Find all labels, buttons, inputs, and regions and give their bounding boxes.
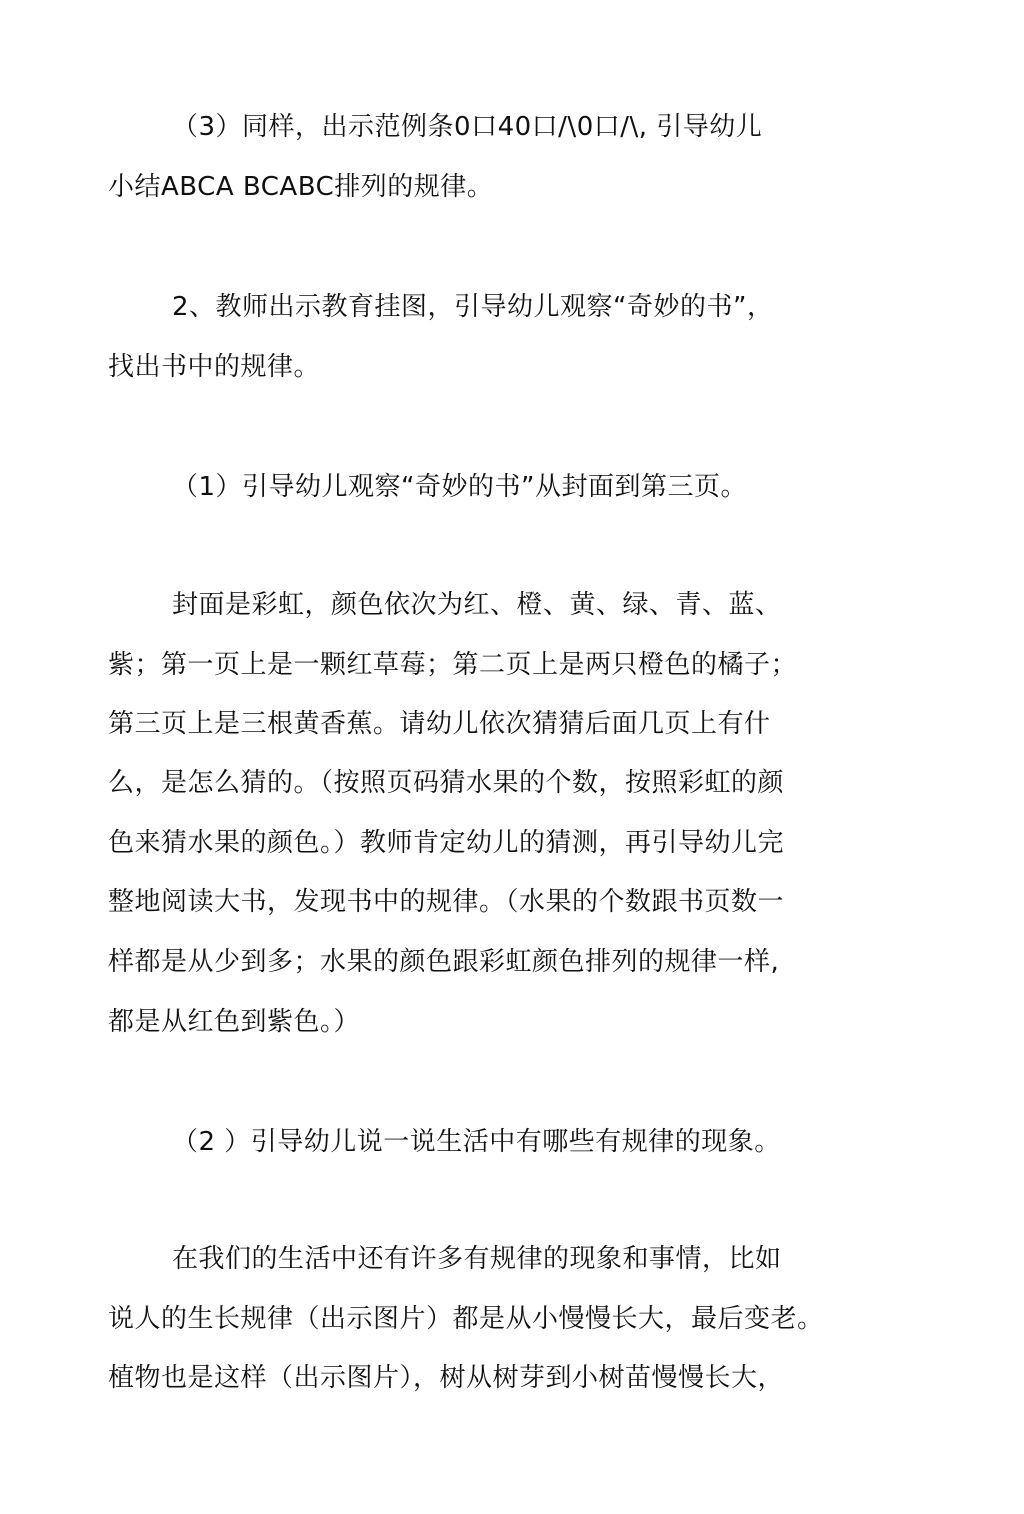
paragraph-4-line-7: 样都是从少到多；水果的颜色跟彩虹颜色排列的规律一样,: [108, 947, 780, 977]
paragraph-1-line-1: （3）同样，出示范例条0口40口/\0口/\, 引导幼儿: [172, 112, 763, 142]
paragraph-4-line-1: 封面是彩虹，颜色依次为红、橙、黄、绿、青、蓝、: [172, 590, 782, 620]
paragraph-4-line-5: 色来猜水果的颜色。）教师肯定幼儿的猜测，再引导幼儿完: [108, 828, 785, 858]
paragraph-6-line-2: 说人的生长规律（出示图片）都是从小慢慢长大，最后变老。: [108, 1304, 824, 1334]
paragraph-1-line-2: 小结ABCA BCABC排列的规律。: [108, 172, 494, 202]
paragraph-4-line-2: 紫；第一页上是一颗红草莓；第二页上是两只橙色的橘子；: [108, 650, 798, 680]
paragraph-6-line-3: 植物也是这样（出示图片），树从树芽到小树苗慢慢长大，: [108, 1363, 785, 1393]
paragraph-3-line-1: （1）引导幼儿观察“奇妙的书”从封面到第三页。: [172, 472, 747, 502]
paragraph-4-line-3: 第三页上是三根黄香蕉。请幼儿依次猜猜后面几页上有什: [108, 709, 771, 739]
paragraph-6-line-1: 在我们的生活中还有许多有规律的现象和事情，比如: [172, 1244, 782, 1274]
paragraph-4-line-6: 整地阅读大书，发现书中的规律。（水果的个数跟书页数一: [108, 887, 785, 917]
paragraph-5-line-1: （2 ）引导幼儿说一说生活中有哪些有规律的现象。: [172, 1127, 781, 1157]
paragraph-2-line-2: 找出书中的规律。: [108, 352, 321, 382]
paragraph-4-line-4: 么，是怎么猜的。（按照页码猜水果的个数，按照彩虹的颜: [108, 768, 785, 798]
paragraph-4-line-8: 都是从红色到紫色。）: [108, 1007, 361, 1037]
paragraph-2-line-1: 2、教师出示教育挂图，引导幼儿观察“奇妙的书”，: [172, 292, 774, 322]
